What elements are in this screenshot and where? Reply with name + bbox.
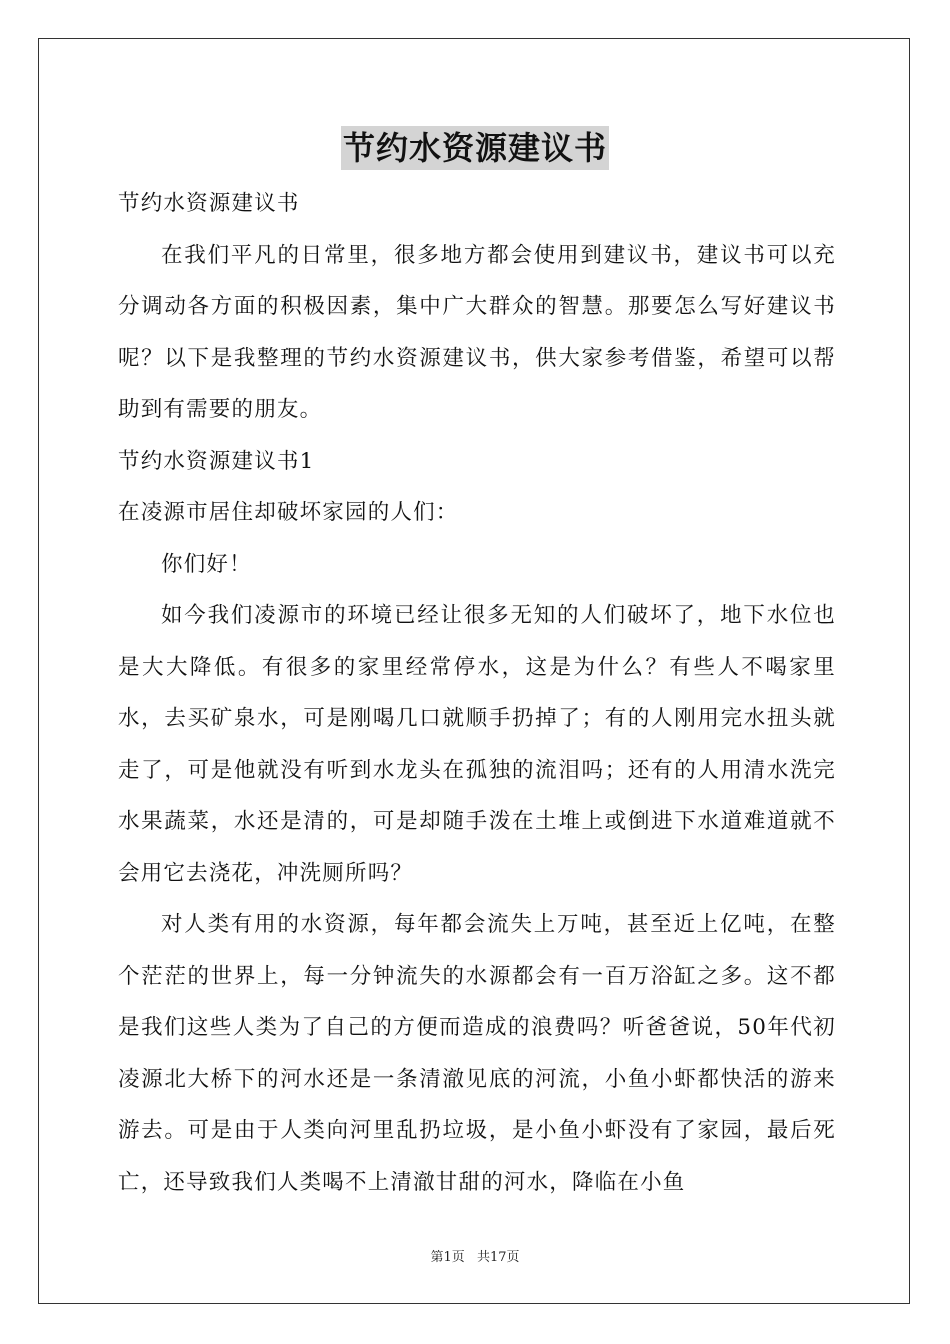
paragraph-salutation: 在凌源市居住却破坏家园的人们： <box>118 500 459 525</box>
document-title: 节约水资源建议书 <box>341 126 609 170</box>
paragraph-section-heading: 节约水资源建议书1 <box>118 448 315 474</box>
paragraph-body-2: 对人类有用的水资源，每年都会流失上万吨，甚至近上亿吨，在整个茫茫的世界上，每一分钟流失的水源都会有一百万浴缸之多。这不都是我们这些人类为了自己的方便而造成的浪费吗？听爸爸说，50年代初凌源北大桥下的河水还是一条清澈见底的河流，小鱼小虾都快活的游来游去。可是由于人类向河里乱扔垃圾，是小鱼小虾没有了家园，最后死亡，还导致我们人类喝不上清澈甘甜的河水，降临在小鱼 <box>118 912 836 1195</box>
paragraph-body-1: 如今我们凌源市的环境已经让很多无知的人们破坏了，地下水位也是大大降低。有很多的家里经常停水，这是为什么？有些人不喝家里水，去买矿泉水，可是刚喝几口就顺手扔掉了；有的人刚用完水扭头就走了，可是他就没有听到水龙头在孤独的流泪吗；还有的人用清水洗完水果蔬菜，水还是清的，可是却随手泼在土堆上或倒进下水道难道就不会用它去浇花，冲洗厕所吗？ <box>118 603 836 886</box>
page-footer <box>0 1246 950 1265</box>
paragraph-subtitle: 节约水资源建议书 <box>118 191 300 216</box>
page-number: 第1页 <box>430 1250 465 1265</box>
document-body <box>118 178 836 1208</box>
paragraph-greeting: 你们好！ <box>161 551 252 577</box>
page-total: 共17页 <box>476 1250 520 1265</box>
title-container <box>0 126 950 170</box>
paragraph-intro: 在我们平凡的日常里，很多地方都会使用到建议书，建议书可以充分调动各方面的积极因素，集中广大群众的智慧。那要怎么写好建议书呢？以下是我整理的节约水资源建议书，供大家参考借鉴，希望可以帮助到有需要的朋友。 <box>118 242 836 422</box>
